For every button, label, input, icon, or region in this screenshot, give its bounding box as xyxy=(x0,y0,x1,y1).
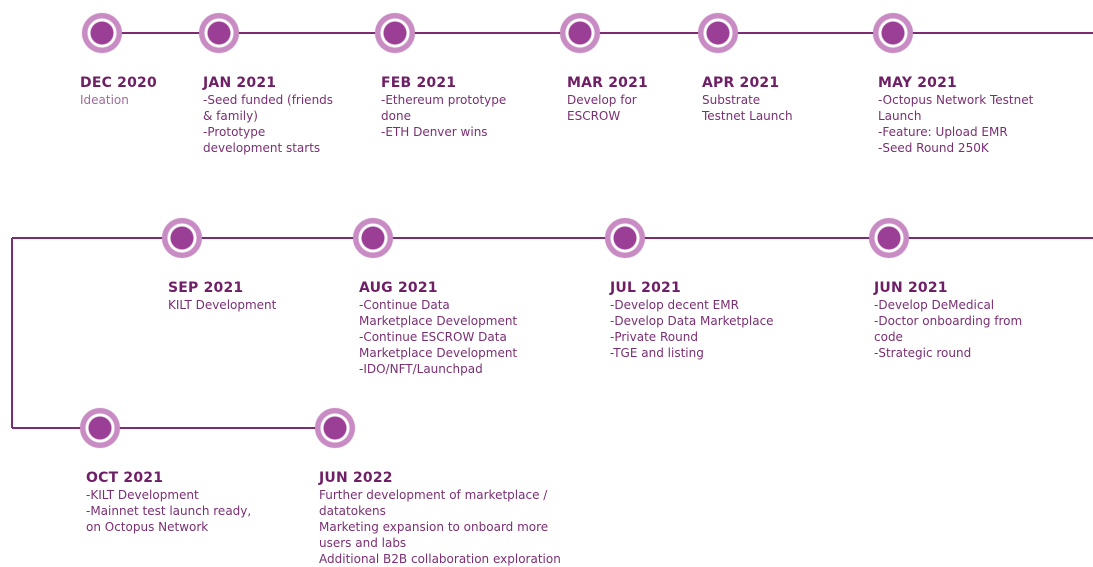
milestone-date: JUN 2021 xyxy=(874,280,948,296)
milestone-date: MAR 2021 xyxy=(567,75,648,91)
milestone-node-aug-2021 xyxy=(353,218,393,258)
milestone-date: JUL 2021 xyxy=(610,280,681,296)
description-line: -Develop decent EMR xyxy=(610,298,739,312)
description-line: -Seed Round 250K xyxy=(878,141,989,155)
milestone-date: FEB 2021 xyxy=(381,75,457,91)
description-line: ESCROW xyxy=(567,109,621,123)
description-line: Substrate xyxy=(702,93,761,107)
milestone-feb-2021 xyxy=(381,75,506,140)
description-line: development starts xyxy=(203,141,321,155)
milestone-date: OCT 2021 xyxy=(86,470,164,486)
milestone-description xyxy=(319,487,561,567)
milestone-date: MAY 2021 xyxy=(878,75,958,91)
milestone-oct-2021 xyxy=(86,470,251,535)
milestone-apr-2021 xyxy=(702,75,793,124)
description-line: done xyxy=(381,109,411,123)
description-line: -IDO/NFT/Launchpad xyxy=(359,362,483,376)
milestone-sep-2021 xyxy=(168,280,276,313)
milestone-node-jun-2022 xyxy=(315,408,355,448)
milestone-description xyxy=(86,487,251,535)
description-line: on Octopus Network xyxy=(86,520,209,534)
milestone-date: DEC 2020 xyxy=(80,75,157,91)
milestone-description xyxy=(203,92,333,156)
description-line: KILT Development xyxy=(168,298,277,312)
description-line: -Prototype xyxy=(203,125,266,139)
description-line: -Private Round xyxy=(610,330,698,344)
milestone-description xyxy=(359,297,517,377)
milestone-description xyxy=(878,92,1033,156)
description-line: Launch xyxy=(878,109,922,123)
milestone-may-2021 xyxy=(878,75,1033,156)
milestone-jul-2021 xyxy=(610,280,774,361)
description-line: & family) xyxy=(203,109,258,123)
milestone-description xyxy=(80,92,157,108)
milestone-date: AUG 2021 xyxy=(359,280,438,296)
milestone-jun-2022 xyxy=(319,470,561,567)
description-line: -Ethereum prototype xyxy=(381,93,507,107)
milestone-node-jun-2021 xyxy=(869,218,909,258)
milestone-mar-2021 xyxy=(567,75,648,124)
description-line: Marketplace Development xyxy=(359,314,518,328)
milestone-date: JAN 2021 xyxy=(203,75,277,91)
description-line: Marketplace Development xyxy=(359,346,518,360)
description-line: -Mainnet test launch ready, xyxy=(86,504,252,518)
milestone-description xyxy=(168,297,276,313)
description-line: -Seed funded (friends xyxy=(203,93,334,107)
milestone-dec-2020 xyxy=(80,75,157,108)
description-line: -ETH Denver wins xyxy=(381,125,488,139)
description-line: users and labs xyxy=(319,536,407,550)
description-line: code xyxy=(874,330,903,344)
milestone-date: SEP 2021 xyxy=(168,280,244,296)
milestone-jan-2021 xyxy=(203,75,333,156)
milestone-node-may-2021 xyxy=(873,13,913,53)
milestone-description xyxy=(610,297,774,361)
milestone-description xyxy=(874,297,1022,361)
milestone-date: APR 2021 xyxy=(702,75,780,91)
milestone-jun-2021 xyxy=(874,280,1022,361)
description-line: -Develop Data Marketplace xyxy=(610,314,774,328)
description-line: Additional B2B collaboration exploration xyxy=(319,552,561,566)
milestone-node-mar-2021 xyxy=(560,13,600,53)
milestone-description xyxy=(702,92,793,124)
description-line: -Develop DeMedical xyxy=(874,298,995,312)
milestone-node-sep-2021 xyxy=(162,218,202,258)
description-line: -Continue Data xyxy=(359,298,450,312)
description-line: -TGE and listing xyxy=(610,346,704,360)
description-line: -Strategic round xyxy=(874,346,972,360)
milestone-date: JUN 2022 xyxy=(319,470,393,486)
description-line: -Octopus Network Testnet xyxy=(878,93,1034,107)
description-line: Marketing expansion to onboard more xyxy=(319,520,549,534)
milestone-node-jul-2021 xyxy=(605,218,645,258)
description-line: -Feature: Upload EMR xyxy=(878,125,1008,139)
description-line: -Continue ESCROW Data xyxy=(359,330,507,344)
milestone-node-oct-2021 xyxy=(80,408,120,448)
description-line: Testnet Launch xyxy=(702,109,793,123)
description-line: Further development of marketplace / xyxy=(319,488,548,502)
description-line: -Doctor onboarding from xyxy=(874,314,1023,328)
description-line: Develop for xyxy=(567,93,637,107)
milestone-node-jan-2021 xyxy=(199,13,239,53)
description-line: -KILT Development xyxy=(86,488,199,502)
milestone-node-apr-2021 xyxy=(698,13,738,53)
milestone-description xyxy=(567,92,648,124)
milestone-node-dec-2020 xyxy=(82,13,122,53)
milestone-node-feb-2021 xyxy=(375,13,415,53)
description-line: Ideation xyxy=(80,93,129,107)
milestone-description xyxy=(381,92,506,140)
milestone-aug-2021 xyxy=(359,280,517,377)
description-line: datatokens xyxy=(319,504,386,518)
